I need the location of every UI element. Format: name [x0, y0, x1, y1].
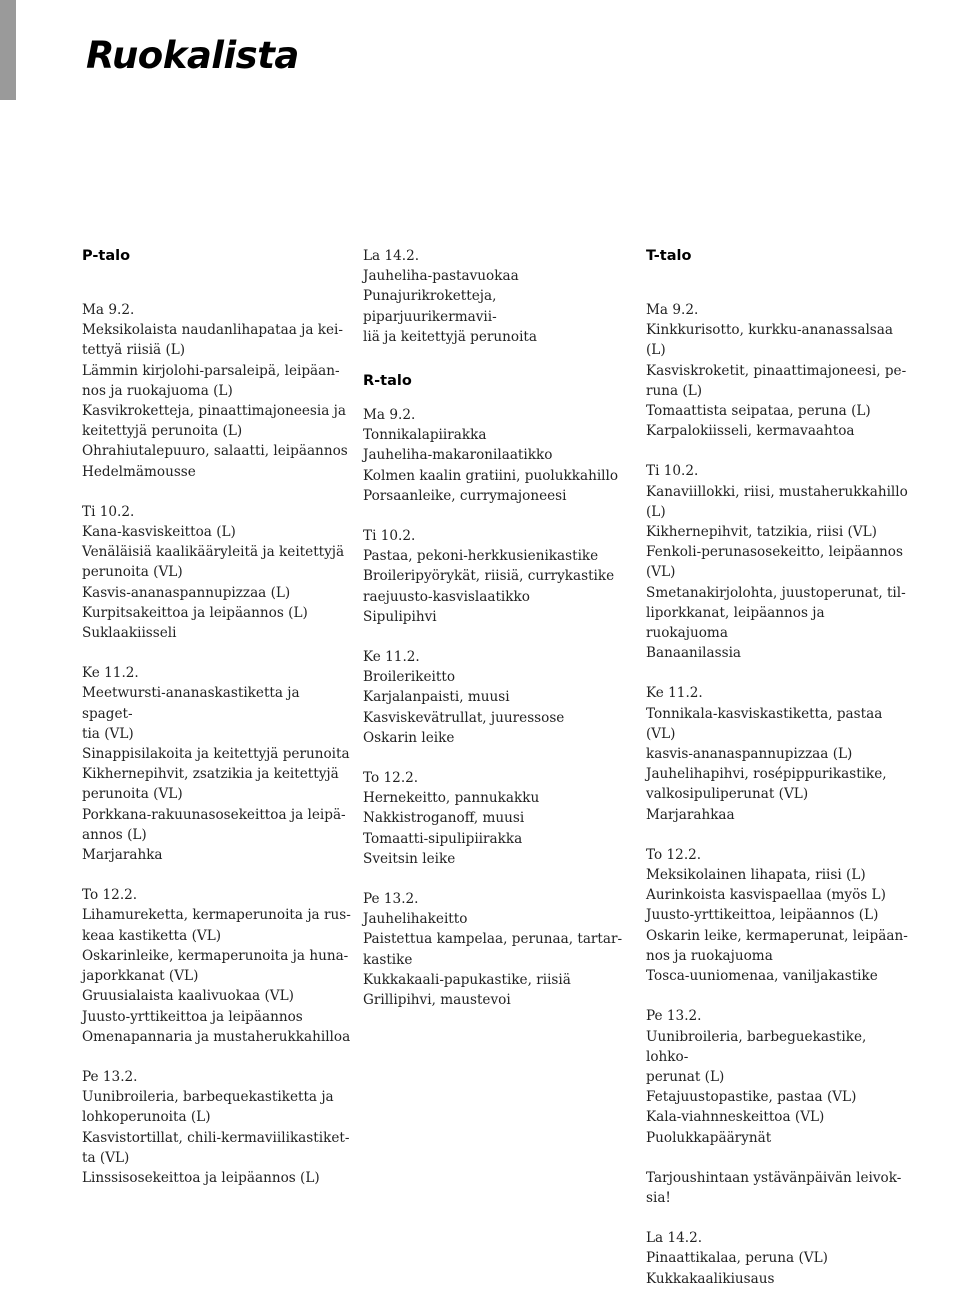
day-label: To 12.2.	[82, 887, 138, 904]
building-heading: T-talo	[646, 248, 692, 264]
day-label: Ke 11.2.	[646, 685, 703, 702]
menu-item-line: Linssisosekeittoa ja leipäannos (L)	[82, 1169, 320, 1186]
menu-item-line: nos ja ruokajuoma (L)	[82, 382, 233, 399]
menu-item-line: Kala-viahnneskeittoa (VL)	[646, 1109, 825, 1126]
menu-section	[363, 371, 628, 1010]
column-r-talo	[363, 246, 628, 1030]
menu-item-line: kastike	[363, 951, 413, 968]
menu-item-line: Puolukkapäärynät	[646, 1129, 772, 1146]
menu-item-line: Nakkistroganoff, muusi	[363, 810, 525, 827]
menu-item-line: Tonnikala-kasviskastiketta, pastaa (VL)	[646, 705, 883, 742]
menu-item-line: keaa kastiketta (VL)	[82, 927, 222, 944]
menu-item-line: Kasvikroketteja, pinaattimajoneesia ja	[82, 403, 346, 420]
menu-item-line: Meetwursti-ananaskastiketta ja spaget-	[82, 685, 300, 722]
day-menu	[82, 300, 352, 482]
menu-item-line: Hernekeitto, pannukakku	[363, 790, 540, 807]
menu-item-line: Jauheliha-makaronilaatikko	[363, 447, 553, 464]
menu-item-line: Aurinkoista kasvispaellaa (myös L)	[646, 887, 886, 904]
menu-item-line: sia!	[646, 1189, 671, 1206]
menu-item-line: Pastaa, pekoni-herkkusienikastike	[363, 548, 599, 565]
menu-item-line: Oskarin leike	[363, 729, 455, 746]
menu-item-line: Kinkkurisotto, kurkku-ananassalsaa (L)	[646, 322, 893, 359]
day-menu	[82, 502, 352, 643]
menu-item-line: Jauhelihapihvi, rosépippurikastike,	[646, 766, 887, 783]
menu-item-line: Fetajuustopastike, pastaa (VL)	[646, 1089, 857, 1106]
day-label: To 12.2.	[363, 770, 419, 787]
day-label: Ma 9.2.	[646, 302, 699, 318]
day-label: Ti 10.2.	[646, 463, 699, 480]
menu-item-line: nos ja ruokajuoma	[646, 947, 773, 964]
menu-item-line: Smetanakirjolohta, juustoperunat, til-	[646, 584, 906, 601]
menu-item-line: Uunibroileria, barbequekastiketta ja	[82, 1089, 334, 1106]
menu-item-line: Juusto-yrttikeittoa ja leipäannos	[82, 1008, 303, 1025]
menu-item-line: Kukkakaalikiusaus	[646, 1270, 775, 1287]
menu-item-line: Kikhernepihvit, zsatzikia ja keitettyjä	[82, 766, 339, 783]
menu-item-line: Tosca-uuniomenaa, vaniljakastike	[646, 968, 878, 985]
menu-item-line: Karjalanpaisti, muusi	[363, 689, 510, 706]
day-menu	[646, 300, 908, 441]
menu-item-line: Broilerikeitto	[363, 669, 455, 686]
day-label: Ma 9.2.	[363, 407, 416, 424]
day-label: Ma 9.2.	[82, 302, 135, 318]
menu-item-line: Kasvis-ananaspannupizzaa (L)	[82, 584, 291, 601]
menu-item-line: Meksikolainen lihapata, riisi (L)	[646, 867, 866, 884]
menu-item-line: Venäläisiä kaalikääryleitä ja keitettyjä	[82, 544, 345, 561]
menu-item-line: Pinaattikalaa, peruna (VL)	[646, 1250, 828, 1267]
day-label: Pe 13.2.	[82, 1068, 138, 1085]
menu-item-line: Hedelmämousse	[82, 463, 196, 480]
column-p-talo	[82, 246, 352, 1208]
menu-item-line: Marjarahkaa	[646, 806, 735, 823]
day-menu	[363, 647, 628, 748]
menu-item-line: (VL)	[646, 564, 676, 581]
menu-item-line: Jauhelihakeitto	[363, 911, 468, 928]
menu-item-line: Kanaviillokki, riisi, mustaherukkahillo	[646, 483, 908, 500]
day-label: Ti 10.2.	[82, 503, 135, 520]
day-label: To 12.2.	[646, 846, 702, 863]
day-menu	[646, 845, 908, 986]
menu-item-line: Kasvistortillat, chili-kermaviilikastiket-	[82, 1129, 350, 1146]
menu-item-line: keitettyjä perunoita (L)	[82, 423, 243, 440]
day-label: Ke 11.2.	[82, 665, 139, 682]
menu-item-line: Uunibroileria, barbeguekastike, lohko-	[646, 1028, 867, 1065]
day-menu	[363, 526, 628, 627]
menu-item-line: lohkoperunoita (L)	[82, 1109, 211, 1126]
menu-item-line: Oskarin leike, kermaperunat, leipäan-	[646, 927, 908, 944]
day-menu	[82, 663, 352, 865]
menu-item-line: Tomaattista seipataa, peruna (L)	[646, 403, 871, 420]
day-menu	[646, 1006, 908, 1147]
menu-item-line: Paistettua kampelaa, perunaa, tartar-	[363, 931, 623, 948]
day-menu	[82, 885, 352, 1047]
menu-item-line: Porsaanleike, currymajoneesi	[363, 487, 567, 504]
menu-item-line: Broileripyörykät, riisiä, currykastike	[363, 568, 615, 585]
menu-item-line: raejuusto-kasvislaatikko	[363, 588, 530, 605]
menu-item-line: Tarjoushintaan ystävänpäivän leivok-	[646, 1169, 902, 1186]
menu-section	[646, 246, 908, 1289]
menu-item-line: Kikhernepihvit, tatzikia, riisi (VL)	[646, 524, 877, 541]
day-menu	[363, 405, 628, 506]
menu-item-line: runa (L)	[646, 382, 703, 399]
menu-item-line: Kurpitsakeittoa ja leipäannos (L)	[82, 604, 308, 621]
menu-item-line: tia (VL)	[82, 725, 134, 742]
menu-item-line: perunoita (VL)	[82, 786, 183, 803]
menu-item-line: Tonnikalapiirakka	[363, 427, 487, 444]
day-menu	[363, 889, 628, 1010]
menu-item-line: (L)	[646, 503, 666, 520]
menu-item-line: kasvis-ananaspannupizzaa (L)	[646, 746, 853, 763]
menu-item-line: liporkkanat, leipäannos ja ruokajuoma	[646, 604, 825, 642]
menu-item-line: Suklaakiisseli	[82, 625, 177, 642]
left-accent-bar	[0, 0, 16, 100]
menu-item-line: Kana-kasviskeittoa (L)	[82, 524, 236, 541]
menu-item-line: japorkkanat (VL)	[82, 968, 199, 985]
menu-item-line: Grillipihvi, maustevoi	[363, 992, 511, 1009]
day-label: Pe 13.2.	[363, 891, 419, 908]
building-heading: R-talo	[363, 373, 412, 390]
building-heading: P-talo	[82, 248, 131, 264]
menu-item-line: Sipulipihvi	[363, 608, 437, 625]
menu-item-line: valkosipuliperunat (VL)	[646, 786, 809, 803]
menu-item-line: perunoita (VL)	[82, 564, 183, 581]
menu-item-line: ta (VL)	[82, 1149, 130, 1166]
menu-item-line: Porkkana-rakuunasosekeittoa ja leipä-	[82, 806, 346, 823]
day-menu	[363, 768, 628, 869]
menu-item-line: Punajurikroketteja, piparjuurikermavii-	[363, 288, 497, 325]
menu-item-line: Jauheliha-pastavuokaa	[363, 268, 519, 285]
day-menu	[363, 246, 628, 347]
menu-item-line: Omenapannaria ja mustaherukkahilloa	[82, 1028, 351, 1045]
day-label: Pe 13.2.	[646, 1008, 702, 1025]
menu-section	[363, 246, 628, 347]
menu-item-line: Ohrahiutalepuuro, salaatti, leipäannos	[82, 443, 348, 460]
day-menu	[82, 1067, 352, 1188]
menu-item-line: Oskarinleike, kermaperunoita ja huna-	[82, 947, 349, 964]
menu-item-line: Karpalokiisseli, kermavaahtoa	[646, 423, 855, 440]
menu-item-line: Lihamureketta, kermaperunoita ja rus-	[82, 907, 351, 924]
day-menu	[646, 461, 908, 663]
day-label: Ke 11.2.	[363, 649, 420, 666]
menu-item-line: Kasviskroketit, pinaattimajoneesi, pe-	[646, 362, 907, 379]
day-label: Ti 10.2.	[363, 528, 416, 545]
menu-item-line: Kukkakaali-papukastike, riisiä	[363, 971, 571, 988]
menu-item-line: Meksikolaista naudanlihapataa ja kei-	[82, 322, 344, 339]
menu-item-line: annos (L)	[82, 826, 147, 843]
day-menu	[646, 1228, 908, 1289]
menu-item-line: Sinappisilakoita ja keitettyjä perunoita	[82, 746, 350, 763]
menu-item-line: Lämmin kirjolohi-parsaleipä, leipäan-	[82, 362, 340, 379]
page-title: Ruokalista	[86, 34, 299, 77]
menu-item-line: Gruusialaista kaalivuokaa (VL)	[82, 988, 294, 1005]
menu-item-line: Juusto-yrttikeittoa, leipäannos (L)	[646, 907, 879, 924]
menu-item-line: perunat (L)	[646, 1068, 725, 1085]
column-t-talo	[646, 246, 908, 1309]
menu-section	[82, 246, 352, 1188]
day-menu	[646, 683, 908, 824]
menu-item-line: tettyä riisiä (L)	[82, 342, 186, 359]
menu-item-line: Marjarahka	[82, 847, 163, 864]
menu-item-line: Fenkoli-perunasosekeitto, leipäannos	[646, 544, 903, 561]
menu-item-line: liä ja keitettyjä perunoita	[363, 328, 537, 345]
menu-item-line: Kasviskevätrullat, juuressose	[363, 709, 565, 726]
menu-item-line: Kolmen kaalin gratiini, puolukkahillo	[363, 467, 619, 484]
day-label: La 14.2.	[646, 1230, 703, 1247]
day-label: La 14.2.	[363, 248, 420, 264]
day-menu	[646, 1168, 908, 1208]
menu-item-line: Tomaatti-sipulipiirakka	[363, 830, 523, 847]
menu-item-line: Banaanilassia	[646, 645, 742, 662]
menu-item-line: Sveitsin leike	[363, 850, 456, 867]
